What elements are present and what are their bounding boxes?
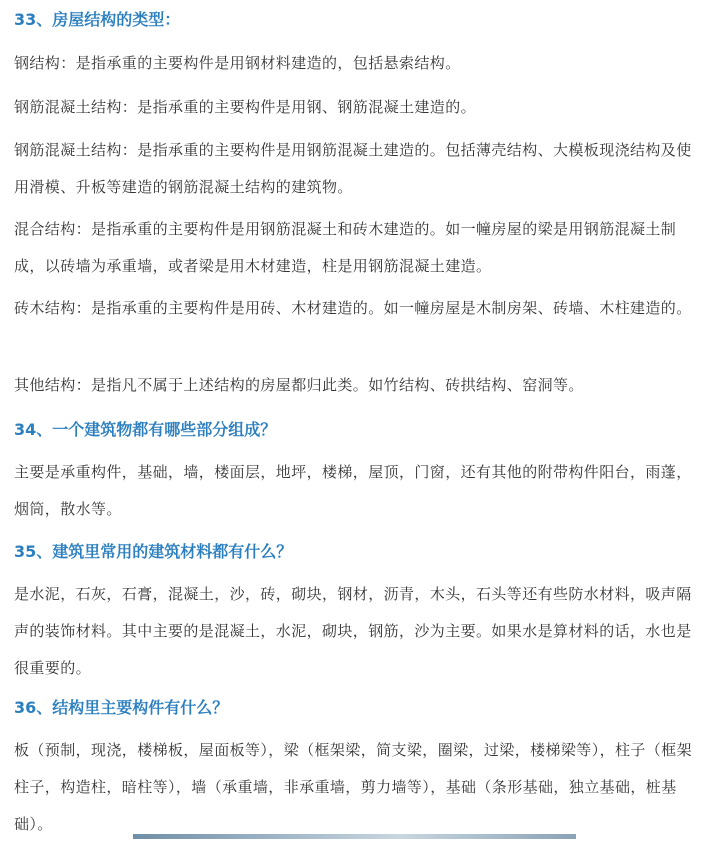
paragraph-steel-structure: 钢结构：是指承重的主要构件是用钢材料建造的，包括悬索结构。	[14, 54, 461, 72]
paragraph-other-structure: 其他结构：是指凡不属于上述结构的房屋都归此类。如竹结构、砖拱结构、窑洞等。	[14, 376, 584, 394]
section-heading-33: 33、房屋结构的类型：	[14, 10, 181, 29]
section-heading-36: 36、结构里主要构件有什么？	[14, 698, 229, 717]
paragraph-steel-rc-structure: 钢筋混凝土结构：是指承重的主要构件是用钢、钢筋混凝土建造的。	[14, 98, 477, 116]
paragraph-structural-members: 板（预制，现浇，楼梯板，屋面板等），梁（框架梁，简支梁，圈梁，过梁，楼梯梁等），柱子（框架柱子，构造柱，暗柱等），墙（承重墙，非承重墙，剪力墙等），基础（条形基础，独立基础，桩基础）。	[14, 741, 693, 833]
paragraph-building-components: 主要是承重构件，基础，墙，楼面层，地坪，楼梯，屋顶，门窗，还有其他的附带构件阳台，雨蓬，烟筒，散水等。	[14, 463, 692, 518]
paragraph-rc-structure: 钢筋混凝土结构：是指承重的主要构件是用钢筋混凝土建造的。包括薄壳结构、大模板现浇结构及使用滑模、升板等建造的钢筋混凝土结构的建筑物。	[14, 141, 692, 196]
article-image-top-edge	[133, 834, 576, 839]
paragraph-building-materials: 是水泥，石灰，石膏，混凝土，沙，砖，砌块，钢材，沥青，木头，石头等还有些防水材料，吸声隔声的装饰材料。其中主要的是混凝土，水泥，砌块，钢筋，沙为主要。如果水是算材料的话，水也是很重要的。	[14, 585, 692, 677]
section-heading-34: 34、一个建筑物都有哪些部分组成？	[14, 420, 277, 439]
paragraph-brick-wood-structure: 砖木结构：是指承重的主要构件是用砖、木材建造的。如一幢房屋是木制房架、砖墙、木柱建造的。	[14, 299, 692, 317]
paragraph-mixed-structure: 混合结构：是指承重的主要构件是用钢筋混凝土和砖木建造的。如一幢房屋的梁是用钢筋混凝土制成，以砖墙为承重墙，或者梁是用木材建造，柱是用钢筋混凝土建造。	[14, 220, 677, 275]
section-heading-35: 35、建筑里常用的建筑材料都有什么？	[14, 542, 293, 561]
